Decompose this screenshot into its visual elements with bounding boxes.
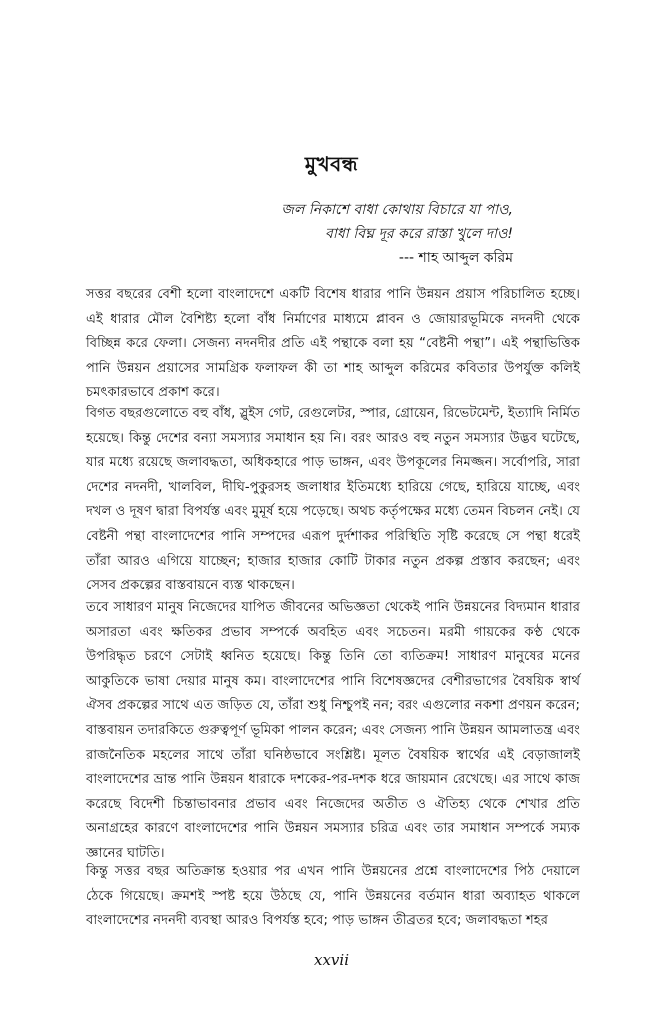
page-title: মুখবন্ধ xyxy=(304,152,359,176)
body-paragraph-3: তবে সাধারণ মানুষ নিজেদের যাপিত জীবনের অভিজ্ঞতা থেকেই পানি উন্নয়নের বিদ্যমান ধারার অসারতা এবং ক্ষতিকর প্রভাব সম্পর্কে অবহিত এবং সচেতন। মরমী গায়কের কণ্ঠ থেকে উপরিদ্ধৃত চরণে সেটাই ধ্বনিত হয়েছে। কিন্তু তিনি তো ব্যতিক্রম! সাধারণ মানুষের মনের আকুতিকে ভাষা দেয়ার মানুষ কম। বাংলাদেশের পানি বিশেষজ্ঞদের বেশীরভাগের বৈষয়িক স্বার্থ ঐসব প্রকল্পের সাথে এত জড়িত যে, তাঁরা শুধু নিশ্চুপই নন; বরং এগুলোর নকশা প্রণয়ন করেন; বাস্তবায়ন তদারকিতে গুরুত্বপূর্ণ ভূমিকা পালন করেন; এবং সেজন্য পানি উন্নয়ন আমলাতন্ত্র এবং রাজনৈতিক মহলের সাথে তাঁরা ঘনিষ্ঠভাবে সংশ্লিষ্ট। মূলত বৈষয়িক স্বার্থের এই বেড়াজালই বাংলাদেশের ভ্রান্ত পানি উন্নয়ন ধারাকে দশকের-পর-দশক ধরে জায়মান রেখেছে। এর সাথে কাজ করেছে বিদেশী চিন্তাভাবনার প্রভাব এবং নিজেদের অতীত ও ঐতিহ্য থেকে শেখার প্রতি অনাগ্রহের কারণে বাংলাদেশের পানি উন্নয়ন সমস্যার চরিত্র এবং তার সমাধান সম্পর্কে সম্যক জ্ঞানের ঘাটতি। xyxy=(86,600,580,861)
epigraph-line-1: জল নিকাশে বাধা কোথায় বিচারে যা পাও, xyxy=(281,202,513,218)
body-paragraph-4: কিন্তু সত্তর বছর অতিক্রান্ত হওয়ার পর এখন পানি উন্নয়নের প্রশ্নে বাংলাদেশের পিঠ দেয়ালে ঠেকে গিয়েছে। ক্রমশই স্পষ্ট হয়ে উঠছে যে, পানি উন্নয়নের বর্তমান ধারা অব্যাহত থাকলে বাংলাদেশের নদনদী ব্যবস্থা আরও বিপর্যস্ত হবে; পাড় ভাঙ্গন তীব্রতর হবে; জলাবদ্ধতা শহর xyxy=(86,864,580,929)
epigraph xyxy=(133,198,513,270)
epigraph-line-2: বাধা বিঘ্ন দূর করে রাস্তা খুলে দাও! xyxy=(325,226,513,242)
epigraph-attribution: --- শাহ আব্দুল করিম xyxy=(398,250,513,266)
page-number: xxvii xyxy=(314,951,349,969)
body-paragraph-2: বিগত বছরগুলোতে বহু বাঁধ, স্লুইস গেট, রেগুলেটর, স্পার, গ্রোয়েন, রিভেটমেন্ট, ইত্যাদি নির্মিত হয়েছে। কিন্তু দেশের বন্যা সমস্যার সমাধান হয় নি। বরং আরও বহু নতুন সমস্যার উদ্ভব ঘটেছে, যার মধ্যে রয়েছে জলাবদ্ধতা, অধিকহারে পাড় ভাঙ্গন, এবং উপকূলের নিমজ্জন। সর্বোপরি, সারা দেশের নদনদী, খালবিল, দীঘি-পুকুরসহ জলাধার ইতিমধ্যে হারিয়ে গেছে, হারিয়ে যাচ্ছে, এবং দখল ও দূষণ দ্বারা বিপর্যস্ত এবং মুমূর্ষ হয়ে পড়েছে। অথচ কর্তৃপক্ষের মধ্যে তেমন বিচলন নেই। যে বেষ্টনী পন্থা বাংলাদেশের পানি সম্পদের এরূপ দুর্দশাকর পরিস্থিতি সৃষ্টি করেছে সে পন্থা ধরেই তাঁরা আরও এগিয়ে যাচ্ছেন; হাজার হাজার কোটি টাকার নতুন প্রকল্প প্রস্তাব করছেন; এবং সেসব প্রকল্পের বাস্তবায়নে ব্যস্ত থাকছেন। xyxy=(86,406,581,594)
body-paragraph-1: সত্তর বছরের বেশী হলো বাংলাদেশে একটি বিশেষ ধারার পানি উন্নয়ন প্রয়াস পরিচালিত হচ্ছে। এই ধারার মৌল বৈশিষ্ট্য হলো বাঁধ নির্মাণের মাধ্যমে প্লাবন ও জোয়ারভূমিকে নদনদী থেকে বিচ্ছিন্ন করে ফেলা। সেজন্য নদনদীর প্রতি এই পন্থাকে বলা হয় “বেষ্টনী পন্থা”। এই পন্থাভিত্তিক পানি উন্নয়ন প্রয়াসের সামগ্রিক ফলাফল কী তা শাহ আব্দুল করিমের কবিতার উপর্যুক্ত কলিই চমৎকারভাবে প্রকাশ করে। xyxy=(86,287,580,401)
